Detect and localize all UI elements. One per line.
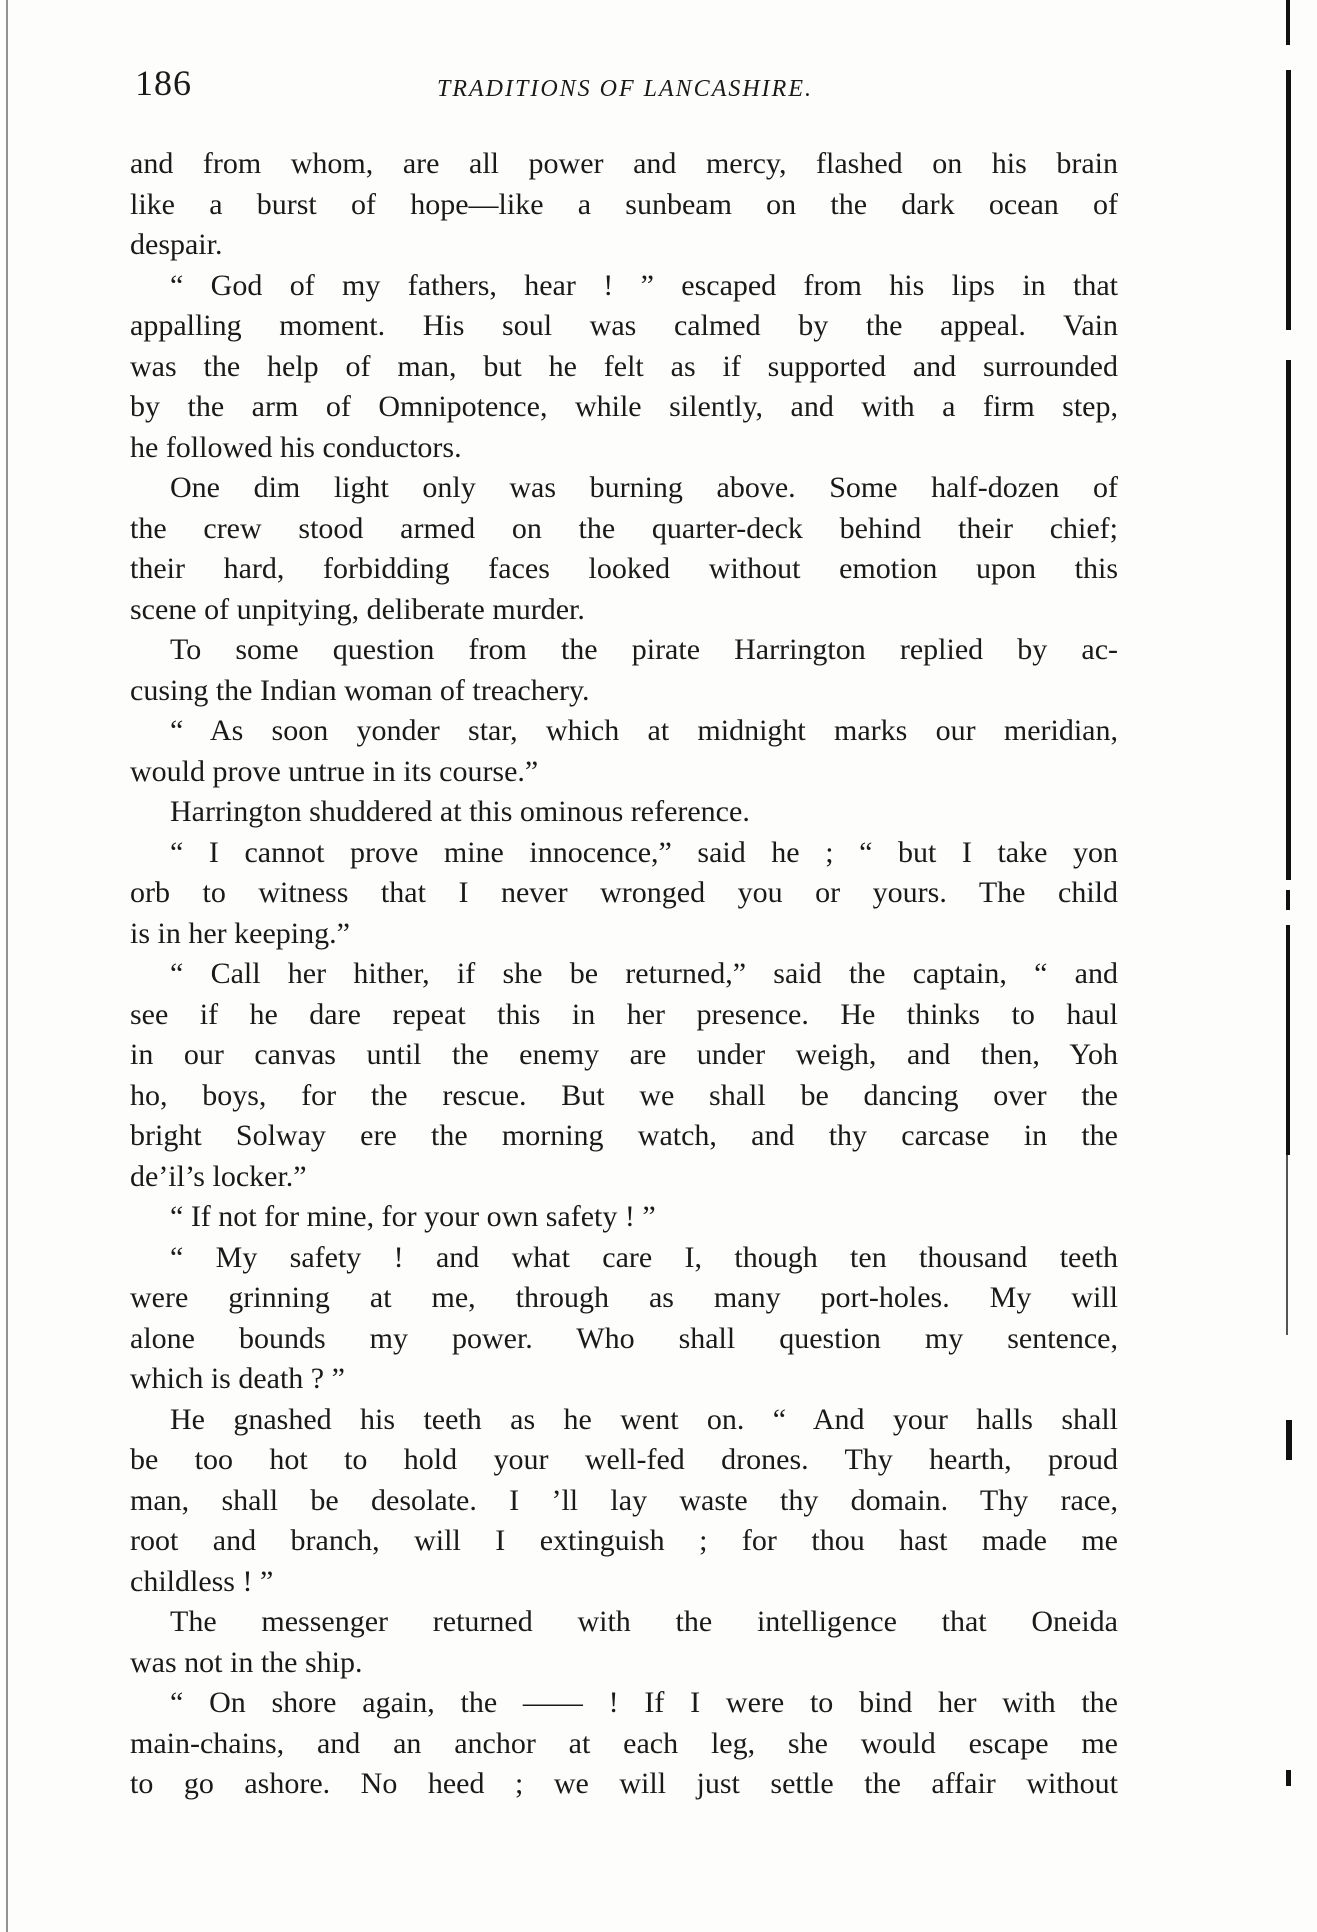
- scan-edge-mark: [1286, 890, 1290, 910]
- text-line: “ On shore again, the —— ! If I were to bind her with the: [170, 1686, 1118, 1719]
- binding-edge: [6, 0, 8, 1932]
- scan-edge-mark: [1286, 1420, 1292, 1460]
- text-line: orb to witness that I never wronged you or yours. The child: [130, 876, 1118, 909]
- text-line: Harrington shuddered at this ominous reference.: [170, 795, 750, 828]
- text-line: The messenger returned with the intelligence that Oneida: [170, 1605, 1118, 1638]
- text-line: cusing the Indian woman of treachery.: [130, 673, 590, 707]
- scan-edge-mark: [1286, 925, 1290, 1155]
- text-line: is in her keeping.”: [130, 916, 350, 950]
- text-line: man, shall be desolate. I ’ll lay waste thy domain. Thy race,: [130, 1483, 1118, 1517]
- text-line: the crew stood armed on the quarter-deck behind their chief;: [130, 511, 1118, 545]
- text-line: were grinning at me, through as many port-holes. My will: [130, 1281, 1118, 1314]
- scan-edge-mark: [1286, 1155, 1288, 1335]
- text-line: root and branch, will I extinguish ; for thou hast made me: [130, 1524, 1118, 1557]
- text-line: be too hot to hold your well-fed drones. Thy hearth, proud: [130, 1443, 1118, 1476]
- text-line: was not in the ship.: [130, 1645, 363, 1679]
- scan-edge-mark: [1286, 0, 1290, 45]
- text-line: their hard, forbidding faces looked without emotion upon this: [130, 552, 1118, 585]
- text-line: appalling moment. His soul was calmed by the appeal. Vain: [130, 309, 1118, 342]
- scan-edge-mark: [1286, 360, 1291, 880]
- text-line: and from whom, are all power and mercy, flashed on his brain: [130, 147, 1118, 180]
- text-line: “ If not for mine, for your own safety ! ”: [170, 1200, 656, 1233]
- text-line: “ Call her hither, if she be returned,” said the captain, “ and: [170, 957, 1118, 990]
- text-line: He gnashed his teeth as he went on. “ And your halls shall: [170, 1402, 1118, 1436]
- text-line: in our canvas until the enemy are under weigh, and then, Yoh: [130, 1038, 1118, 1071]
- scan-edge-mark: [1286, 1770, 1291, 1786]
- page-header: [135, 62, 1115, 112]
- text-line: One dim light only was burning above. Some half-dozen of: [170, 471, 1118, 504]
- text-line: to go ashore. No heed ; we will just settle the affair without: [130, 1767, 1118, 1800]
- text-line: bright Solway ere the morning watch, and thy carcase in the: [130, 1119, 1118, 1152]
- text-line: main-chains, and an anchor at each leg, she would escape me: [130, 1726, 1118, 1760]
- text-line: which is death ? ”: [130, 1362, 345, 1395]
- text-line: childless ! ”: [130, 1564, 274, 1598]
- text-line: ho, boys, for the rescue. But we shall be dancing over the: [130, 1078, 1118, 1112]
- text-line: see if he dare repeat this in her presence. He thinks to haul: [130, 997, 1118, 1031]
- text-line: “ God of my fathers, hear ! ” escaped from his lips in that: [170, 268, 1118, 302]
- text-line: like a burst of hope—like a sunbeam on the dark ocean of: [130, 187, 1118, 221]
- text-line: To some question from the pirate Harrington replied by ac-: [170, 633, 1118, 666]
- text-line: despair.: [130, 228, 223, 261]
- text-line: by the arm of Omnipotence, while silently, and with a firm step,: [130, 390, 1118, 423]
- scan-edge-mark: [1286, 70, 1291, 330]
- body-text: [130, 144, 1118, 1805]
- text-line: scene of unpitying, deliberate murder.: [130, 592, 585, 626]
- running-title: TRADITIONS OF LANCASHIRE.: [437, 76, 813, 102]
- text-line: he followed his conductors.: [130, 430, 462, 464]
- text-line: “ As soon yonder star, which at midnight marks our meridian,: [170, 714, 1118, 747]
- text-line: was the help of man, but he felt as if supported and surrounded: [130, 349, 1118, 383]
- page-number: 186: [135, 63, 192, 103]
- text-line: “ My safety ! and what care I, though ten thousand teeth: [170, 1240, 1118, 1274]
- text-line: “ I cannot prove mine innocence,” said he ; “ but I take yon: [170, 835, 1118, 869]
- text-line: would prove untrue in its course.”: [130, 754, 539, 788]
- text-line: de’il’s locker.”: [130, 1159, 307, 1193]
- text-line: alone bounds my power. Who shall question my sentence,: [130, 1321, 1118, 1355]
